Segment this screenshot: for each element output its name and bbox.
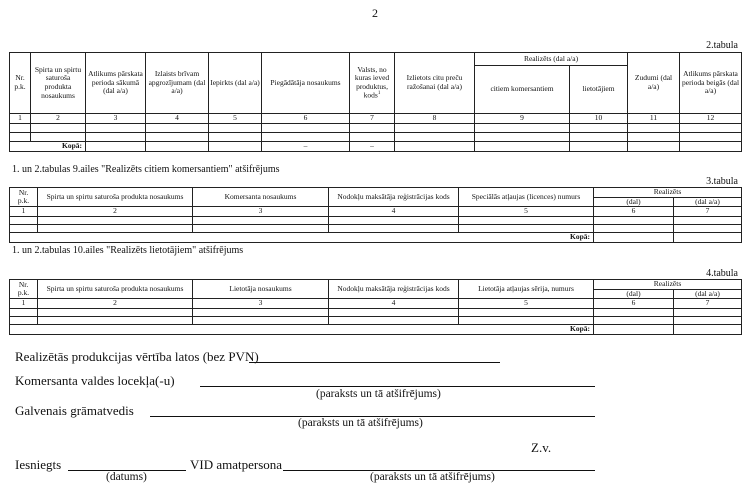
t2-h-nr: Nr. p.k. xyxy=(10,53,31,114)
t2-num: 2 xyxy=(31,114,86,124)
submitted-label: Iesniegts xyxy=(15,457,62,472)
t2-h-bought: Iepirkts (dal a/a) xyxy=(209,53,262,114)
t2-total-label: Kopā: xyxy=(10,141,86,151)
t4-h-code: Nodokļu maksātāja reģistrācijas kods xyxy=(329,280,459,299)
table4 xyxy=(9,279,742,335)
t3-num: 6 xyxy=(594,207,674,217)
t3-h-code: Nodokļu maksātāja reģistrācijas kods xyxy=(329,188,459,207)
t4-h-name: Lietotāja nosaukums xyxy=(193,280,329,299)
t2-total-dash: – xyxy=(350,141,395,151)
t4-h-sold: Realizēts xyxy=(594,280,742,290)
t2-num: 7 xyxy=(350,114,395,124)
t2-h-product: Spirta un spirtu saturoša produkta nosaukums xyxy=(31,53,86,114)
t2-num: 11 xyxy=(628,114,680,124)
t3-h-dal-aa: (dal a/a) xyxy=(674,197,742,207)
t2-num: 8 xyxy=(395,114,475,124)
accountant-sign-hint: (paraksts un tā atšifrējums) xyxy=(298,417,423,429)
t4-number-row xyxy=(10,299,742,309)
t3-num: 2 xyxy=(38,207,193,217)
t2-total-dash: – xyxy=(262,141,350,151)
table4-caption: 1. un 2.tabulas 10.ailes "Realizēts lietotājiem" atšifrējums xyxy=(12,245,244,256)
t2-h-released: Izlaists brīvam apgrozījumam (dal a/a) xyxy=(146,53,209,114)
t4-h-dal: (dal) xyxy=(594,289,674,299)
t2-h-start: Atlikums pārskata perioda sākumā (dal a/a) xyxy=(86,53,146,114)
t2-num: 1 xyxy=(10,114,31,124)
table3 xyxy=(9,187,742,243)
date-line[interactable] xyxy=(68,458,186,471)
t3-num: 7 xyxy=(674,207,742,217)
t2-empty-row xyxy=(10,132,742,141)
t2-number-row xyxy=(10,114,742,124)
vid-label: VID amatpersona xyxy=(190,457,283,472)
t2-num: 12 xyxy=(680,114,742,124)
t3-number-row xyxy=(10,207,742,217)
date-hint: (datums) xyxy=(106,471,147,483)
board-label: Komersanta valdes locekļa(-u) xyxy=(15,373,175,388)
t4-h-product: Spirta un spirtu saturoša produkta nosaukums xyxy=(38,280,193,299)
t4-num: 1 xyxy=(10,299,38,309)
t4-num: 3 xyxy=(193,299,329,309)
table4-label: 4.tabula xyxy=(706,268,738,279)
t3-empty-row xyxy=(10,216,742,224)
t2-h-other: Izlietots citu preču ražošanai (dal a/a) xyxy=(395,53,475,114)
t4-num: 7 xyxy=(674,299,742,309)
t2-num: 5 xyxy=(209,114,262,124)
t3-num: 5 xyxy=(459,207,594,217)
stamp-label: Z.v. xyxy=(531,440,552,455)
t4-num: 5 xyxy=(459,299,594,309)
table2 xyxy=(9,52,742,152)
t2-h-lost: Zudumi (dal a/a) xyxy=(628,53,680,114)
t2-empty-row xyxy=(10,123,742,132)
t4-total-label: Kopā: xyxy=(10,324,594,334)
t2-h-sold-users: lietotājiem xyxy=(570,66,628,114)
t2-num: 10 xyxy=(570,114,628,124)
t4-empty-row xyxy=(10,308,742,316)
t3-h-license: Speciālās atļaujas (licences) numurs xyxy=(459,188,594,207)
t3-num: 3 xyxy=(193,207,329,217)
table3-caption: 1. un 2.tabulas 9.ailes "Realizēts citiem komersantiem" atšifrējums xyxy=(12,164,280,175)
t4-num: 4 xyxy=(329,299,459,309)
vid-sign-hint: (paraksts un tā atšifrējums) xyxy=(370,471,495,483)
t2-num: 3 xyxy=(86,114,146,124)
value-input-line[interactable] xyxy=(249,350,500,363)
accountant-signature-line[interactable] xyxy=(150,404,595,417)
t4-h-dal-aa: (dal a/a) xyxy=(674,289,742,299)
t3-total-label: Kopā: xyxy=(10,232,594,242)
vid-signature-line[interactable] xyxy=(283,458,595,471)
value-label: Realizētās produkcijas vērtība latos (bez PVN) xyxy=(15,349,259,364)
t2-total-row xyxy=(10,141,742,151)
t2-h-sold-group: Realizēts (dal a/a) xyxy=(475,53,628,66)
t3-h-nr: Nr. p.k. xyxy=(10,188,38,207)
t4-total-row xyxy=(10,324,742,334)
t3-total-row xyxy=(10,232,742,242)
accountant-label: Galvenais grāmatvedis xyxy=(15,403,134,418)
t4-num: 6 xyxy=(594,299,674,309)
t2-h-supplier: Piegādātāja nosaukums xyxy=(262,53,350,114)
t3-h-name: Komersanta nosaukums xyxy=(193,188,329,207)
t4-empty-row xyxy=(10,316,742,324)
t2-num: 6 xyxy=(262,114,350,124)
t3-h-dal: (dal) xyxy=(594,197,674,207)
board-sign-hint: (paraksts un tā atšifrējums) xyxy=(316,388,441,400)
t3-empty-row xyxy=(10,224,742,232)
t2-h-country: Valsts, no kuras ieved produktus, kods$^1$ xyxy=(350,53,395,114)
table2-label: 2.tabula xyxy=(706,40,738,51)
board-signature-line[interactable] xyxy=(200,374,595,387)
page-number: 2 xyxy=(372,6,378,20)
t3-num: 1 xyxy=(10,207,38,217)
t4-h-license: Lietotāja atļaujas sērija, numurs xyxy=(459,280,594,299)
t3-h-product: Spirta un spirtu saturoša produkta nosaukums xyxy=(38,188,193,207)
t2-num: 4 xyxy=(146,114,209,124)
t3-num: 4 xyxy=(329,207,459,217)
t4-h-nr: Nr. p.k. xyxy=(10,280,38,299)
t4-num: 2 xyxy=(38,299,193,309)
t3-h-sold: Realizēts xyxy=(594,188,742,198)
table3-label: 3.tabula xyxy=(706,176,738,187)
t2-h-end: Atlikums pārskata perioda beigās (dal a/a) xyxy=(680,53,742,114)
t2-h-sold-merchants: citiem komersantiem xyxy=(475,66,570,114)
t2-num: 9 xyxy=(475,114,570,124)
